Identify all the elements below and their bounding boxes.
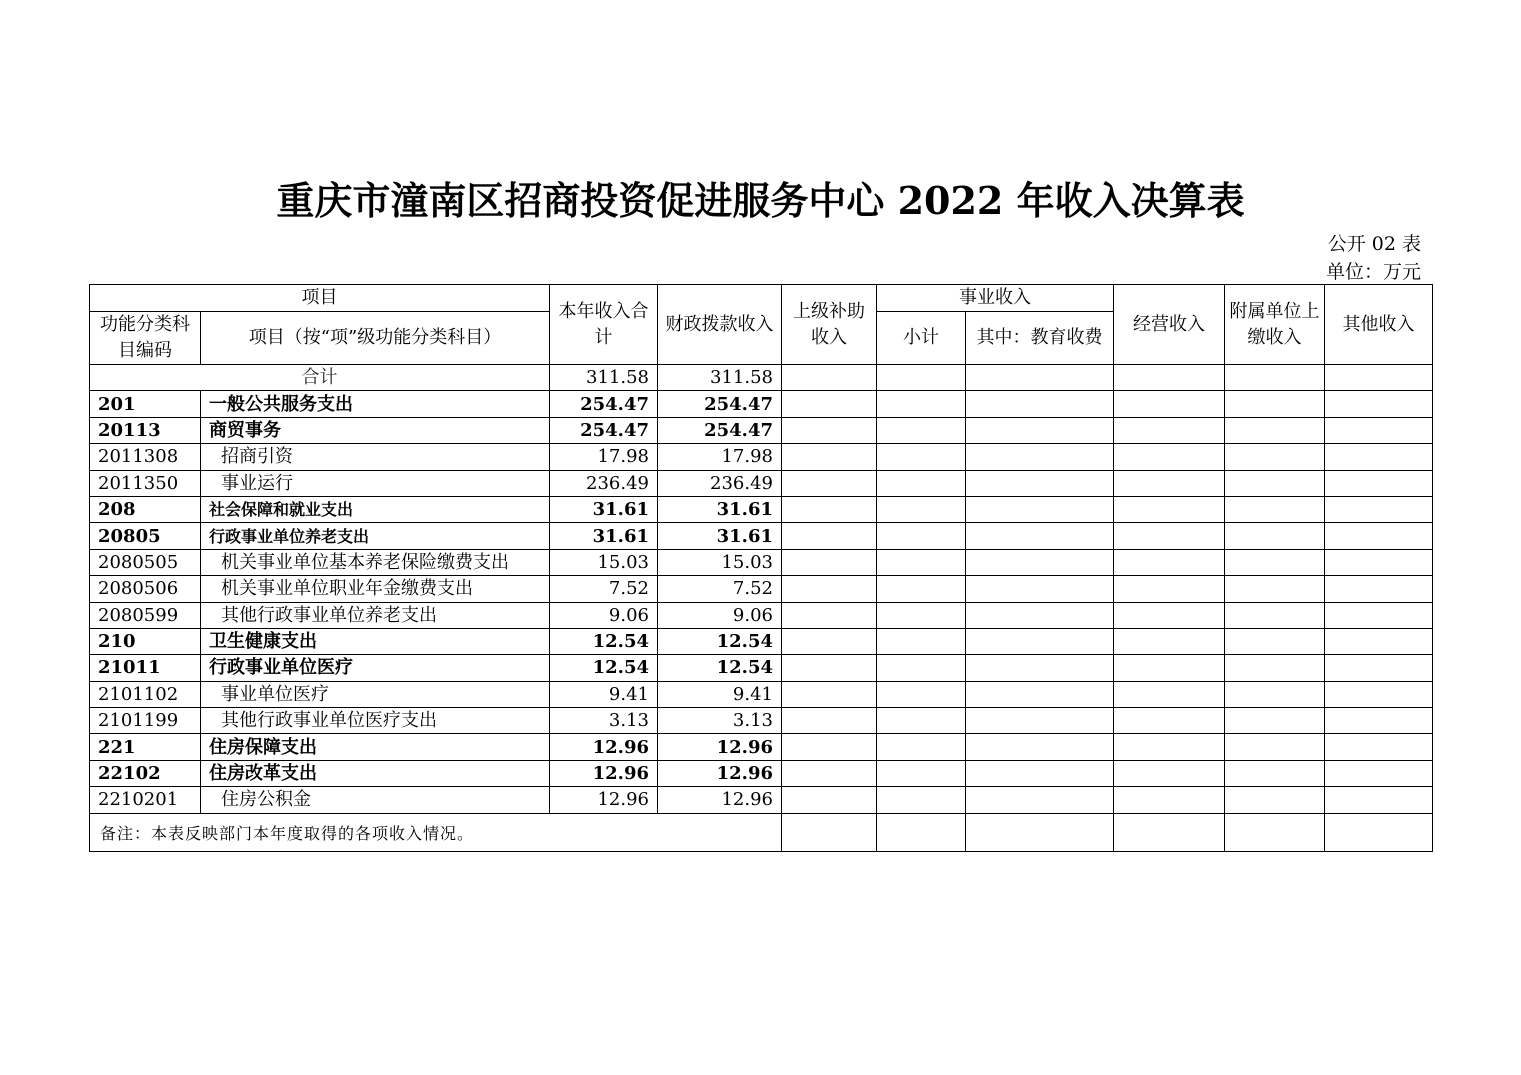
row-total: 12.54: [550, 655, 658, 681]
row-name: 行政事业单位养老支出: [201, 523, 550, 549]
empty-cell: [966, 444, 1114, 470]
empty-cell: [1325, 787, 1433, 813]
row-fiscal: 236.49: [658, 470, 782, 496]
empty-cell: [877, 655, 966, 681]
empty-cell: [1325, 523, 1433, 549]
row-code: 21011: [90, 655, 201, 681]
empty-cell: [1114, 760, 1225, 786]
header-code: 功能分类科目编码: [90, 312, 201, 365]
empty-cell: [782, 576, 877, 602]
empty-cell: [966, 496, 1114, 522]
row-total: 17.98: [550, 444, 658, 470]
row-name: 住房保障支出: [201, 734, 550, 760]
row-total: 31.61: [550, 496, 658, 522]
row-code: 2101199: [90, 708, 201, 734]
empty-cell: [782, 391, 877, 417]
row-total: 15.03: [550, 549, 658, 575]
empty-cell: [1225, 734, 1325, 760]
row-code: 221: [90, 734, 201, 760]
row-total: 31.61: [550, 523, 658, 549]
row-total: 236.49: [550, 470, 658, 496]
row-name: 机关事业单位职业年金缴费支出: [201, 576, 550, 602]
empty-cell: [966, 417, 1114, 443]
row-code: 201: [90, 391, 201, 417]
empty-cell: [1114, 787, 1225, 813]
empty-cell: [966, 708, 1114, 734]
empty-cell: [877, 549, 966, 575]
row-total: 3.13: [550, 708, 658, 734]
empty-cell: [877, 734, 966, 760]
row-name: 卫生健康支出: [201, 628, 550, 654]
empty-cell: [966, 391, 1114, 417]
row-fiscal: 3.13: [658, 708, 782, 734]
table-row: [90, 602, 1433, 628]
empty-cell: [1114, 681, 1225, 707]
empty-cell: [966, 470, 1114, 496]
empty-cell: [1114, 576, 1225, 602]
empty-cell: [782, 496, 877, 522]
empty-cell: [1325, 444, 1433, 470]
row-name: 住房改革支出: [201, 760, 550, 786]
empty-cell: [1225, 602, 1325, 628]
row-total: 12.96: [550, 760, 658, 786]
row-name: 其他行政事业单位养老支出: [201, 602, 550, 628]
empty-cell: [782, 681, 877, 707]
empty-cell: [782, 655, 877, 681]
empty-cell: [1225, 391, 1325, 417]
empty-cell: [1325, 708, 1433, 734]
header-fiscal: 财政拨款收入: [658, 285, 782, 365]
header-business: 事业收入: [877, 285, 1114, 312]
header-other: 其他收入: [1325, 285, 1433, 365]
empty-cell: [1225, 417, 1325, 443]
empty-cell: [782, 549, 877, 575]
empty-cell: [782, 523, 877, 549]
total-income: 311.58: [550, 365, 658, 391]
row-code: 2080599: [90, 602, 201, 628]
row-name: 事业单位医疗: [201, 681, 550, 707]
empty-cell: [1225, 444, 1325, 470]
empty-cell: [877, 391, 966, 417]
empty-cell: [1325, 576, 1433, 602]
empty-cell: [1114, 496, 1225, 522]
empty-cell: [966, 681, 1114, 707]
empty-cell: [1225, 760, 1325, 786]
empty-cell: [1114, 734, 1225, 760]
empty-cell: [966, 734, 1114, 760]
empty-cell: [877, 417, 966, 443]
table-row: [90, 549, 1433, 575]
row-fiscal: 12.96: [658, 734, 782, 760]
row-total: 12.54: [550, 628, 658, 654]
row-total: 12.96: [550, 734, 658, 760]
empty-cell: [1325, 470, 1433, 496]
row-fiscal: 254.47: [658, 417, 782, 443]
header-subsidy: 上级补助收入: [782, 285, 877, 365]
empty-cell: [966, 760, 1114, 786]
empty-cell: [877, 496, 966, 522]
row-fiscal: 12.54: [658, 628, 782, 654]
table-row: [90, 391, 1433, 417]
empty-cell: [1325, 760, 1433, 786]
empty-cell: [966, 787, 1114, 813]
empty-cell: [782, 602, 877, 628]
empty-cell: [966, 628, 1114, 654]
row-code: 22102: [90, 760, 201, 786]
row-name: 商贸事务: [201, 417, 550, 443]
empty-cell: [1325, 549, 1433, 575]
row-name: 一般公共服务支出: [201, 391, 550, 417]
table-row: [90, 523, 1433, 549]
empty-cell: [1225, 470, 1325, 496]
header-item: 项目: [90, 285, 550, 312]
empty-cell: [1225, 576, 1325, 602]
row-name: 社会保障和就业支出: [201, 496, 550, 522]
row-code: 2210201: [90, 787, 201, 813]
empty-cell: [966, 576, 1114, 602]
table-row: [90, 496, 1433, 522]
row-name: 住房公积金: [201, 787, 550, 813]
note: 备注：本表反映部门本年度取得的各项收入情况。: [90, 813, 782, 851]
unit-label: 单位：万元: [1325, 261, 1421, 283]
empty-cell: [1225, 628, 1325, 654]
table-row: [90, 787, 1433, 813]
row-fiscal: 12.54: [658, 655, 782, 681]
row-code: 20805: [90, 523, 201, 549]
empty-cell: [966, 523, 1114, 549]
empty-cell: [966, 655, 1114, 681]
empty-cell: [1225, 708, 1325, 734]
row-total: 7.52: [550, 576, 658, 602]
empty-cell: [782, 708, 877, 734]
empty-cell: [782, 628, 877, 654]
header-edu: 其中：教育收费: [966, 312, 1114, 365]
empty-cell: [966, 549, 1114, 575]
header-subtotal: 小计: [877, 312, 966, 365]
table-row: [90, 470, 1433, 496]
row-code: 210: [90, 628, 201, 654]
empty-cell: [1114, 444, 1225, 470]
empty-cell: [877, 760, 966, 786]
note-row: [90, 813, 1433, 851]
row-total: 254.47: [550, 417, 658, 443]
empty-cell: [1114, 628, 1225, 654]
empty-cell: [1325, 628, 1433, 654]
table-row: [90, 655, 1433, 681]
row-code: 2011308: [90, 444, 201, 470]
row-fiscal: 17.98: [658, 444, 782, 470]
empty-cell: [1114, 523, 1225, 549]
row-fiscal: 9.06: [658, 602, 782, 628]
table-row: [90, 444, 1433, 470]
row-name: 事业运行: [201, 470, 550, 496]
row-name: 行政事业单位医疗: [201, 655, 550, 681]
empty-cell: [1325, 681, 1433, 707]
empty-cell: [1325, 734, 1433, 760]
empty-cell: [1225, 787, 1325, 813]
row-fiscal: 12.96: [658, 760, 782, 786]
empty-cell: [877, 787, 966, 813]
row-fiscal: 12.96: [658, 787, 782, 813]
empty-cell: [1114, 470, 1225, 496]
empty-cell: [782, 444, 877, 470]
empty-cell: [782, 760, 877, 786]
empty-cell: [877, 708, 966, 734]
row-fiscal: 31.61: [658, 496, 782, 522]
income-table: [89, 284, 1433, 852]
empty-cell: [1114, 602, 1225, 628]
table-row: [90, 760, 1433, 786]
total-fiscal: 311.58: [658, 365, 782, 391]
table-row: [90, 708, 1433, 734]
row-fiscal: 31.61: [658, 523, 782, 549]
header-operating: 经营收入: [1114, 285, 1225, 365]
empty-cell: [1225, 655, 1325, 681]
empty-cell: [1114, 655, 1225, 681]
empty-cell: [966, 602, 1114, 628]
empty-cell: [877, 444, 966, 470]
row-total: 12.96: [550, 787, 658, 813]
table-row: [90, 417, 1433, 443]
row-name: 招商引资: [201, 444, 550, 470]
row-fiscal: 7.52: [658, 576, 782, 602]
empty-cell: [877, 523, 966, 549]
empty-cell: [1114, 417, 1225, 443]
empty-cell: [1225, 496, 1325, 522]
row-code: 2011350: [90, 470, 201, 496]
empty-cell: [877, 681, 966, 707]
row-name: 机关事业单位基本养老保险缴费支出: [201, 549, 550, 575]
row-total: 9.06: [550, 602, 658, 628]
row-fiscal: 15.03: [658, 549, 782, 575]
empty-cell: [1325, 391, 1433, 417]
row-code: 2080505: [90, 549, 201, 575]
empty-cell: [1325, 417, 1433, 443]
empty-cell: [1325, 496, 1433, 522]
empty-cell: [877, 602, 966, 628]
empty-cell: [1325, 602, 1433, 628]
empty-cell: [782, 417, 877, 443]
table-number: 公开 02 表: [1327, 233, 1421, 255]
empty-cell: [782, 470, 877, 496]
empty-cell: [877, 576, 966, 602]
empty-cell: [1325, 655, 1433, 681]
empty-cell: [1114, 708, 1225, 734]
total-row: [90, 365, 1433, 391]
row-total: 9.41: [550, 681, 658, 707]
empty-cell: [1225, 523, 1325, 549]
total-label: 合计: [90, 365, 550, 391]
empty-cell: [1114, 391, 1225, 417]
row-total: 254.47: [550, 391, 658, 417]
empty-cell: [1114, 549, 1225, 575]
table-row: [90, 628, 1433, 654]
empty-cell: [782, 787, 877, 813]
page-title: 重庆市潼南区招商投资促进服务中心 2022 年收入决算表: [276, 178, 1245, 223]
row-name: 其他行政事业单位医疗支出: [201, 708, 550, 734]
header-total: 本年收入合计: [550, 285, 658, 365]
row-code: 2101102: [90, 681, 201, 707]
row-fiscal: 9.41: [658, 681, 782, 707]
table-row: [90, 681, 1433, 707]
table-row: [90, 576, 1433, 602]
empty-cell: [877, 628, 966, 654]
row-code: 208: [90, 496, 201, 522]
empty-cell: [782, 734, 877, 760]
empty-cell: [1225, 549, 1325, 575]
row-code: 2080506: [90, 576, 201, 602]
table-row: [90, 734, 1433, 760]
header-affiliated: 附属单位上缴收入: [1225, 285, 1325, 365]
header-name: 项目（按“项”级功能分类科目）: [201, 312, 550, 365]
empty-cell: [877, 470, 966, 496]
row-code: 20113: [90, 417, 201, 443]
empty-cell: [1225, 681, 1325, 707]
row-fiscal: 254.47: [658, 391, 782, 417]
